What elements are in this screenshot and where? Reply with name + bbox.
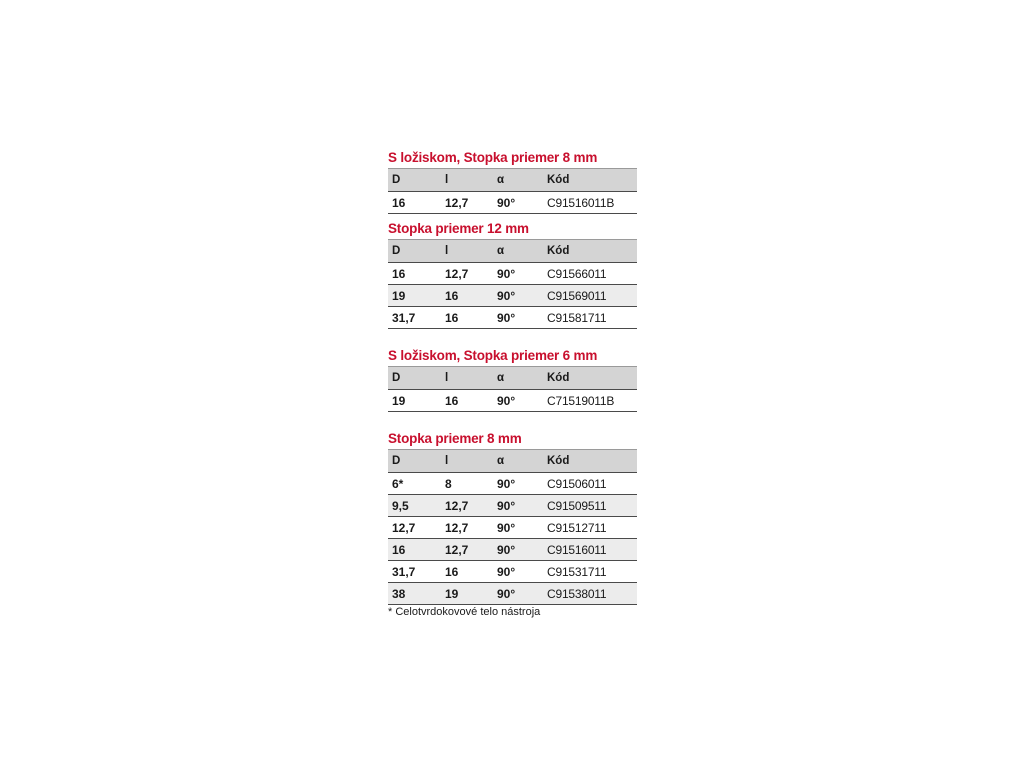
cell-d: 16	[388, 192, 441, 214]
header-d: D	[388, 367, 441, 390]
cell-l: 19	[441, 583, 493, 605]
cell-d: 16	[388, 263, 441, 285]
cell-d: 19	[388, 390, 441, 412]
header-kod: Kód	[543, 169, 637, 192]
cell-alpha: 90°	[493, 307, 543, 329]
cell-kod: C91506011	[543, 473, 637, 495]
header-kod: Kód	[543, 240, 637, 263]
cell-alpha: 90°	[493, 561, 543, 583]
table-row	[388, 517, 637, 539]
header-l: l	[441, 169, 493, 192]
header-alpha: α	[493, 367, 543, 390]
cell-l: 8	[441, 473, 493, 495]
spec-document	[388, 147, 638, 618]
cell-d: 19	[388, 285, 441, 307]
table-row	[388, 263, 637, 285]
table-header-row	[388, 169, 637, 192]
cell-d: 12,7	[388, 517, 441, 539]
table-row	[388, 192, 637, 214]
cell-d: 31,7	[388, 307, 441, 329]
cell-l: 16	[441, 561, 493, 583]
cell-kod: C91509511	[543, 495, 637, 517]
cell-kod: C91531711	[543, 561, 637, 583]
table-row	[388, 583, 637, 605]
cell-kod: C91569011	[543, 285, 637, 307]
footnote: * Celotvrdokovové telo nástroja	[388, 606, 541, 618]
spec-table	[388, 239, 637, 329]
header-d: D	[388, 450, 441, 473]
cell-l: 16	[441, 390, 493, 412]
table-row	[388, 561, 637, 583]
section-title: Stopka priemer 8 mm	[388, 431, 522, 446]
header-alpha: α	[493, 240, 543, 263]
table-row	[388, 390, 637, 412]
section-title: Stopka priemer 12 mm	[388, 221, 529, 236]
header-kod: Kód	[543, 367, 637, 390]
cell-kod: C91538011	[543, 583, 637, 605]
cell-l: 12,7	[441, 495, 493, 517]
table-row	[388, 307, 637, 329]
header-alpha: α	[493, 169, 543, 192]
cell-l: 16	[441, 307, 493, 329]
table-row	[388, 495, 637, 517]
cell-kod: C71519011B	[543, 390, 637, 412]
header-l: l	[441, 450, 493, 473]
table-row	[388, 539, 637, 561]
cell-alpha: 90°	[493, 495, 543, 517]
header-d: D	[388, 240, 441, 263]
cell-d: 6*	[388, 473, 441, 495]
spec-table	[388, 449, 637, 605]
cell-alpha: 90°	[493, 517, 543, 539]
header-l: l	[441, 240, 493, 263]
spec-table	[388, 168, 637, 214]
table-header-row	[388, 367, 637, 390]
cell-d: 31,7	[388, 561, 441, 583]
section-title: S ložiskom, Stopka priemer 8 mm	[388, 150, 598, 165]
cell-l: 12,7	[441, 192, 493, 214]
cell-l: 16	[441, 285, 493, 307]
cell-l: 12,7	[441, 263, 493, 285]
header-l: l	[441, 367, 493, 390]
cell-alpha: 90°	[493, 473, 543, 495]
cell-alpha: 90°	[493, 192, 543, 214]
header-kod: Kód	[543, 450, 637, 473]
cell-kod: C91516011	[543, 539, 637, 561]
header-alpha: α	[493, 450, 543, 473]
cell-alpha: 90°	[493, 539, 543, 561]
cell-alpha: 90°	[493, 263, 543, 285]
cell-kod: C91516011B	[543, 192, 637, 214]
table-header-row	[388, 240, 637, 263]
cell-kod: C91566011	[543, 263, 637, 285]
cell-alpha: 90°	[493, 583, 543, 605]
cell-kod: C91512711	[543, 517, 637, 539]
table-row	[388, 285, 637, 307]
spec-table	[388, 366, 637, 412]
section-title: S ložiskom, Stopka priemer 6 mm	[388, 348, 598, 363]
cell-l: 12,7	[441, 517, 493, 539]
table-row	[388, 473, 637, 495]
cell-alpha: 90°	[493, 285, 543, 307]
table-header-row	[388, 450, 637, 473]
header-d: D	[388, 169, 441, 192]
cell-d: 16	[388, 539, 441, 561]
cell-alpha: 90°	[493, 390, 543, 412]
cell-d: 38	[388, 583, 441, 605]
cell-d: 9,5	[388, 495, 441, 517]
cell-kod: C91581711	[543, 307, 637, 329]
cell-l: 12,7	[441, 539, 493, 561]
